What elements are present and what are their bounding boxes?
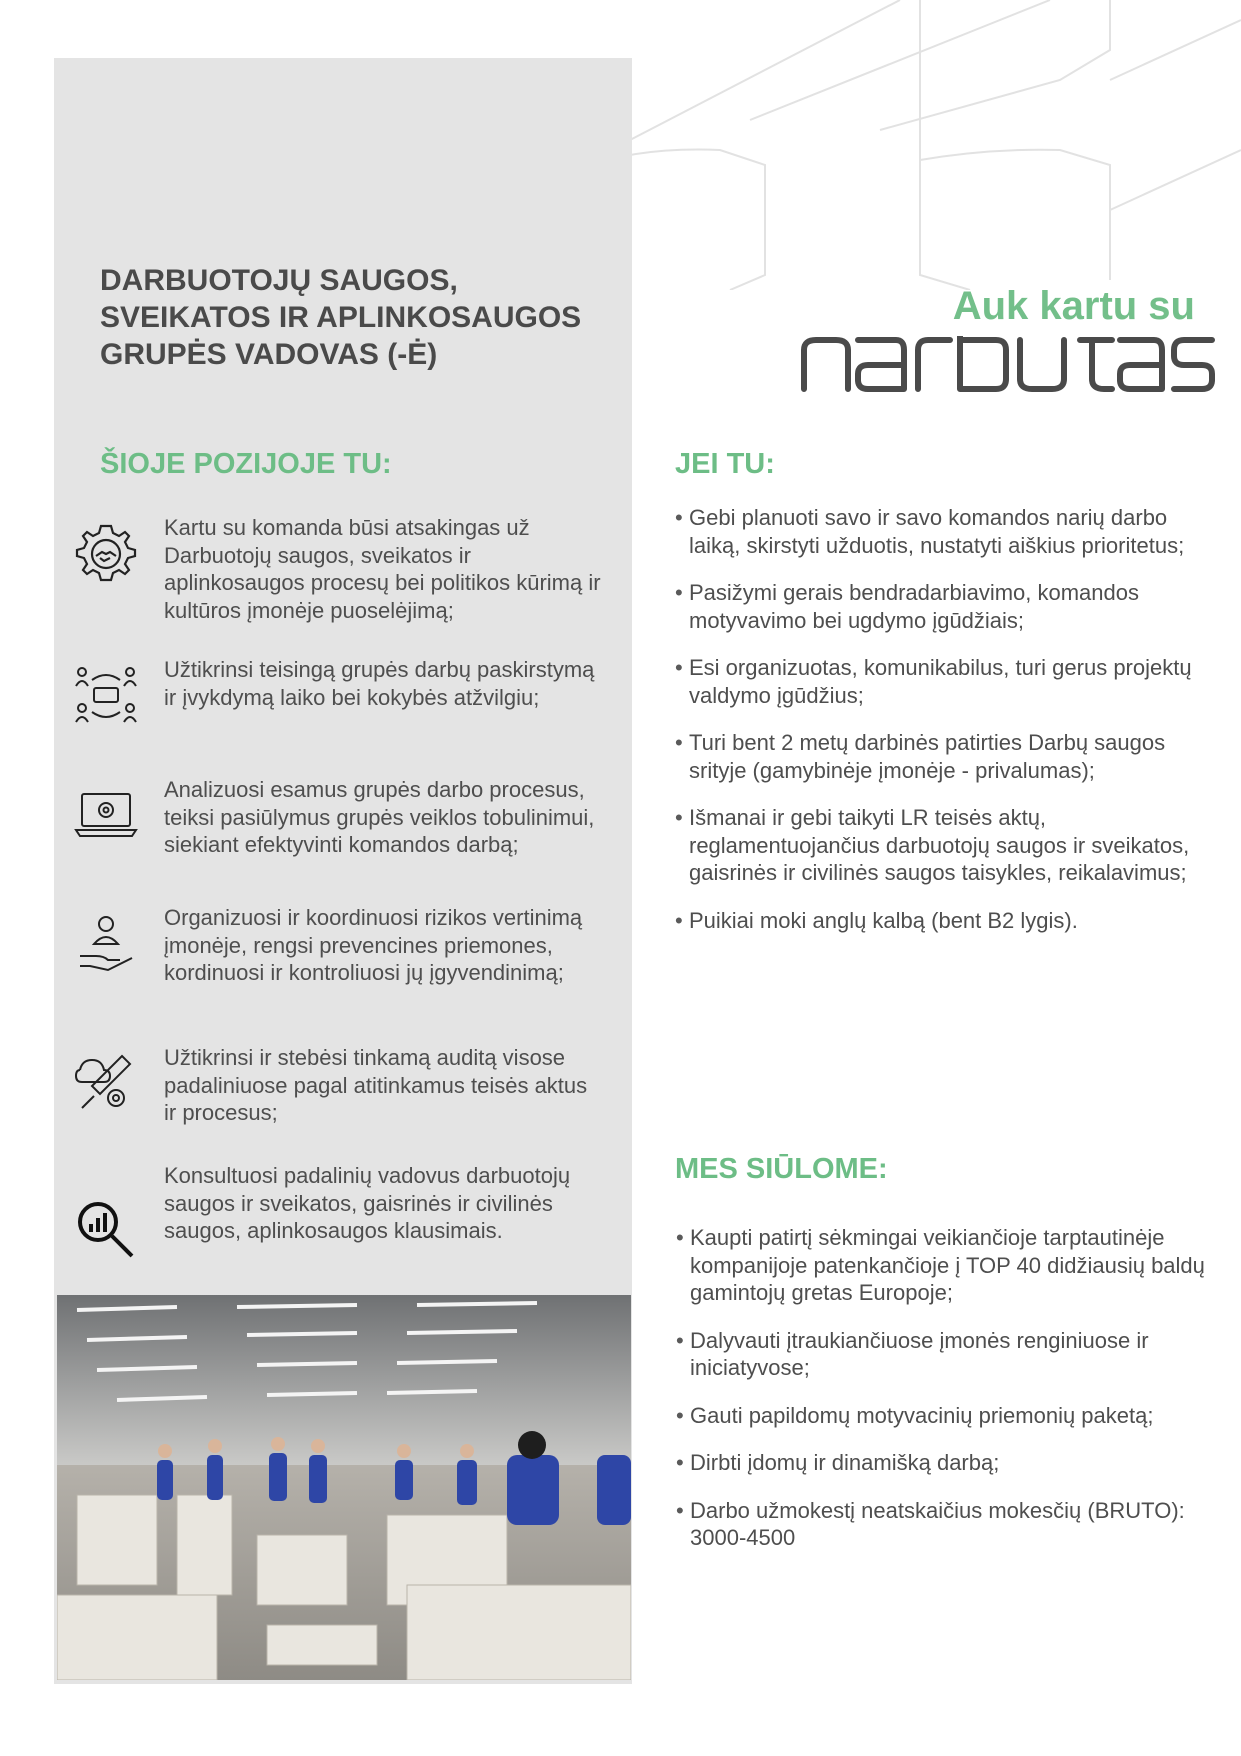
tagline: Auk kartu su xyxy=(952,284,1195,328)
position-heading: ŠIOJE POZIJOJE TU: xyxy=(100,448,392,480)
tools-gear-icon xyxy=(72,1050,140,1118)
duty-text: Konsultuosi padalinių vadovus darbuotojų saugos ir sveikatos, gaisrinės ir civilinės saugos, aplinkosaugos klausimais. xyxy=(164,1163,571,1243)
offer-item: • Gauti papildomų motyvacinių priemonių paketą; xyxy=(676,1402,1206,1430)
gear-handshake-icon xyxy=(72,520,140,588)
offer-item: • Dalyvauti įtraukiančiuose įmonės renginiuose ir iniciatyvose; xyxy=(676,1327,1206,1382)
narbutas-logo xyxy=(800,336,1215,392)
duty-text: Užtikrinsi teisingą grupės darbų paskirstymą ir įvykdymą laiko bei kokybės atžvilgiu; xyxy=(164,657,595,710)
requirement-item: • Gebi planuoti savo ir savo komandos narių darbo laiką, skirstyti užduotis, nustatyti aiškius prioritetus; xyxy=(675,504,1205,559)
laptop-gear-icon xyxy=(72,782,140,850)
requirement-item: • Turi bent 2 metų darbinės patirties Darbų saugos srityje (gamybinėje įmonėje - privalumas); xyxy=(675,729,1205,784)
duty-text: Kartu su komanda būsi atsakingas už Darbuotojų saugos, sveikatos ir aplinkosaugos procesų bei politikos kūrimą ir kultūros įmonėje puoselėjimą; xyxy=(164,515,601,623)
offer-item: • Dirbti įdomų ir dinamišką darbą; xyxy=(676,1449,1206,1477)
factory-photo xyxy=(57,1295,631,1680)
requirements-list xyxy=(675,504,1205,954)
job-title: DARBUOTOJŲ SAUGOS, SVEIKATOS IR APLINKOSAUGOS GRUPĖS VADOVAS (-Ė) xyxy=(100,264,582,371)
offer-heading: MES SIŪLOME: xyxy=(675,1153,888,1185)
requirement-item: • Puikiai moki anglų kalbą (bent B2 lygis). xyxy=(675,907,1205,935)
team-meeting-icon xyxy=(72,662,140,730)
offer-list xyxy=(676,1224,1206,1572)
offer-item: • Darbo užmokestį neatskaičius mokesčių (BRUTO): 3000-4500 xyxy=(676,1497,1206,1552)
magnifier-chart-icon xyxy=(72,1196,140,1264)
requirement-item: • Pasižymi gerais bendradarbiavimo, komandos motyvavimo bei ugdymo įgūdžiais; xyxy=(675,579,1205,634)
requirements-heading: JEI TU: xyxy=(675,448,775,480)
duty-text: Analizuosi esamus grupės darbo procesus, teiksi pasiūlymus grupės veiklos tobulinimui, siekiant efektyvinti komandos darbą; xyxy=(164,777,595,857)
requirement-item: • Išmanai ir gebi taikyti LR teisės aktų, reglamentuojančius darbuotojų saugos ir sveikatos, gaisrinės ir civilinės saugos taisykles, reikalavimus; xyxy=(675,804,1205,887)
person-hand-icon xyxy=(72,910,140,978)
requirement-item: • Esi organizuotas, komunikabilus, turi gerus projektų valdymo įgūdžius; xyxy=(675,654,1205,709)
duty-text: Užtikrinsi ir stebėsi tinkamą auditą visose padaliniuose pagal atitinkamus teisės aktus ir procesus; xyxy=(164,1045,588,1125)
decorative-lines xyxy=(630,0,1241,290)
duty-text: Organizuosi ir koordinuosi rizikos vertinimą įmonėje, rengsi prevencines priemones, kordinuosi ir kontroliuosi jų įgyvendinimą; xyxy=(164,905,583,985)
offer-item: • Kaupti patirtį sėkmingai veikiančioje tarptautinėje kompanijoje patenkančioje į TOP 40 didžiausių baldų gamintojų gretas Europoje; xyxy=(676,1224,1206,1307)
